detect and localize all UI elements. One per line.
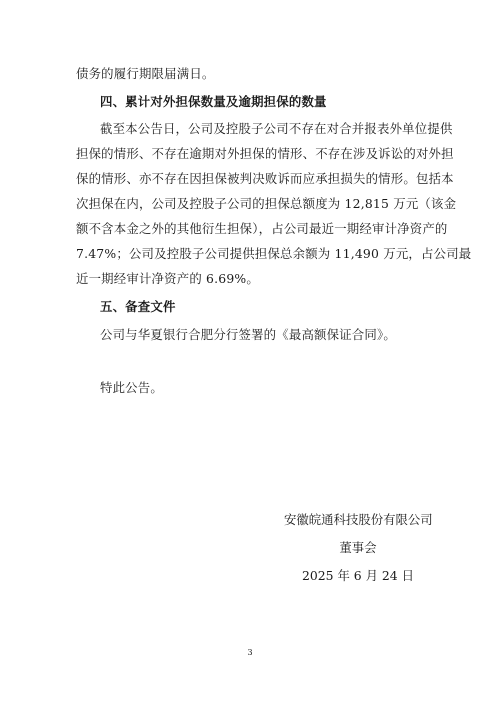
section4-paragraph-line: 7.47%；公司及控股子公司提供担保总余额为 11,490 万元，占公司最	[76, 246, 472, 261]
section4-paragraph-line: 额不含本金之外的其他衍生担保），占公司最近一期经审计净资产的	[76, 221, 448, 236]
section4-paragraph-line: 保的情形、亦不存在因担保被判决败诉而应承担损失的情形。包括本	[76, 171, 454, 186]
section4-heading: 四、累计对外担保数量及逾期担保的数量	[100, 94, 327, 109]
signature-date: 2025 年 6 月 24 日	[301, 568, 415, 583]
section4-paragraph-line: 近一期经审计净资产的 6.69%。	[76, 271, 259, 286]
section4-paragraph-line: 担保的情形、不存在逾期对外担保的情形、不存在涉及诉讼的对外担	[76, 146, 454, 161]
signature-board: 董事会	[339, 540, 377, 555]
page-number: 3	[247, 648, 253, 657]
section4-paragraph-line: 截至本公告日，公司及控股子公司不存在对合并报表外单位提供	[100, 121, 453, 136]
section5-heading: 五、备查文件	[100, 299, 176, 314]
section4-paragraph-line: 次担保在内，公司及控股子公司的担保总额度为 12,815 万元（该金	[76, 196, 457, 211]
signature-company: 安徽皖通科技股份有限公司	[284, 512, 433, 527]
continuation-line: 债务的履行期限届满日。	[76, 66, 215, 81]
closing-statement: 特此公告。	[100, 380, 163, 395]
section5-text: 公司与华夏银行合肥分行签署的《最高额保证合同》。	[100, 327, 396, 342]
